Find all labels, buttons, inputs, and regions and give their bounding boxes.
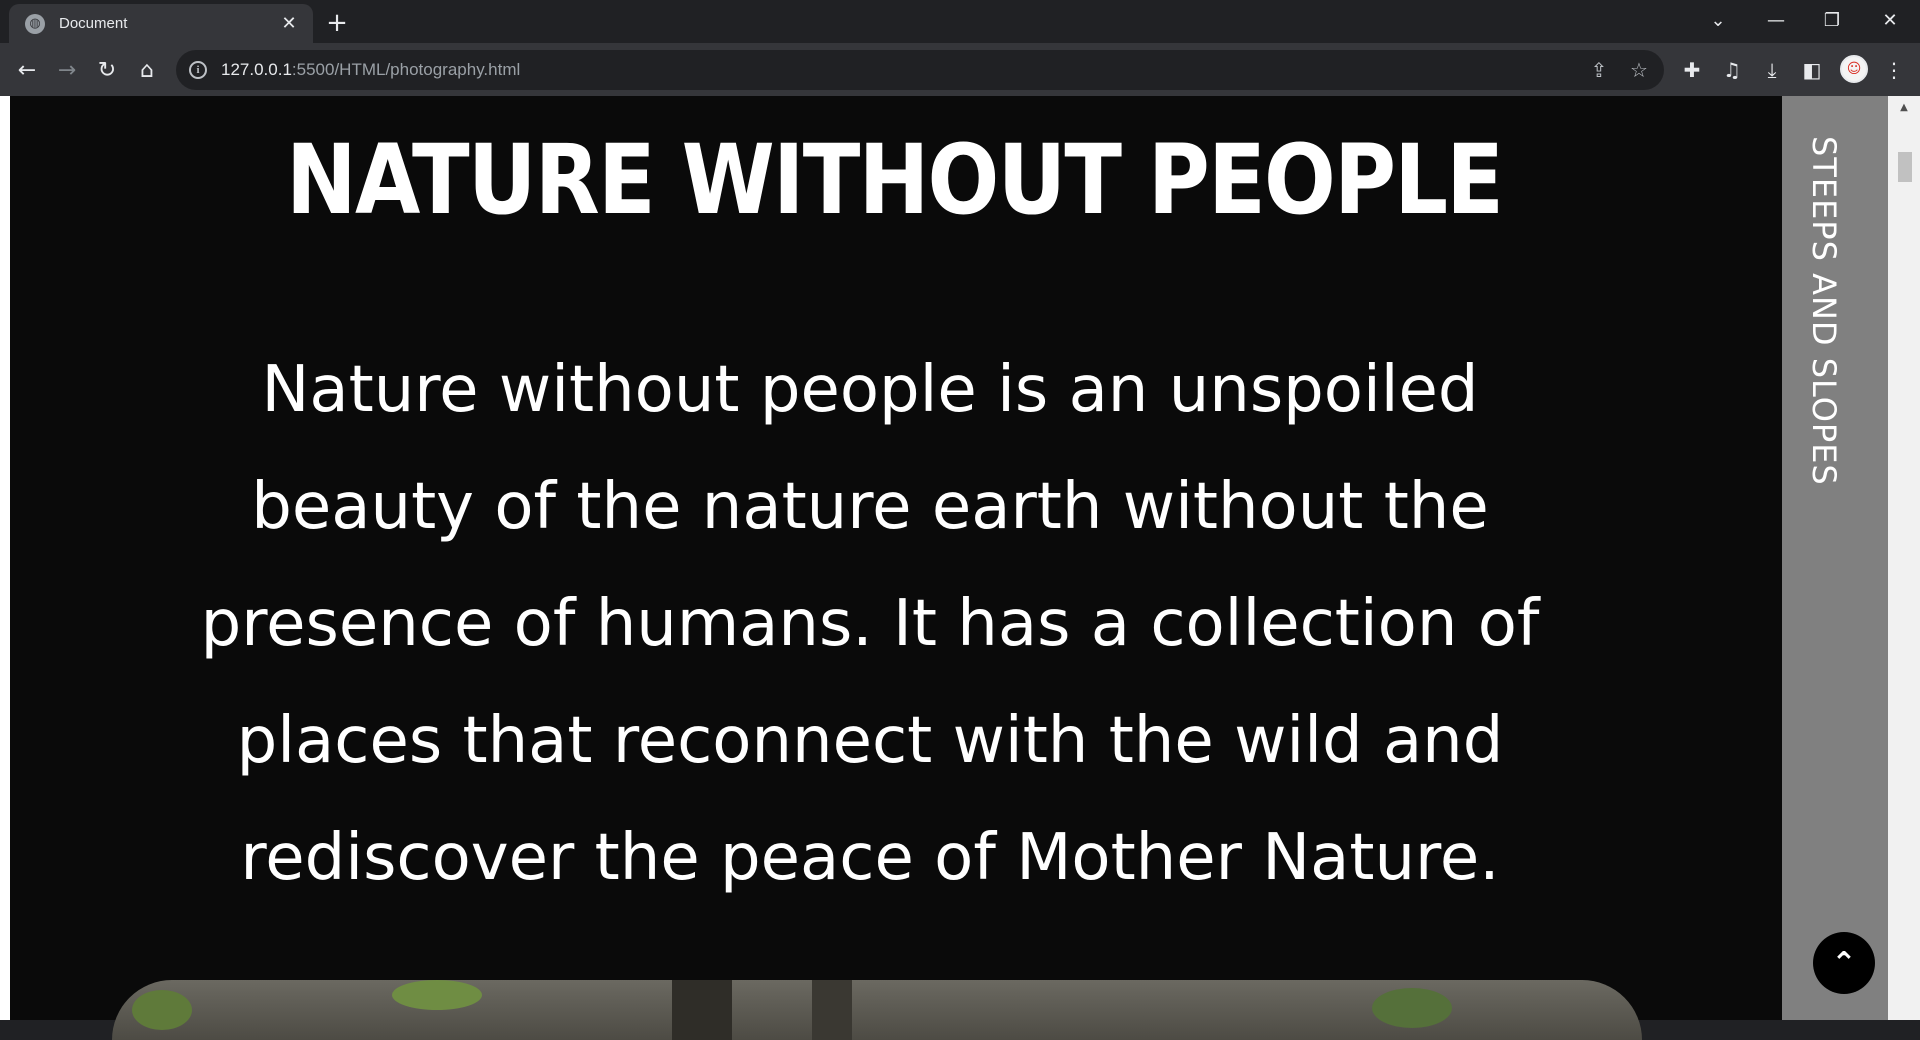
page-title: NATURE WITHOUT PEOPLE <box>286 124 1503 236</box>
chevron-down-icon[interactable]: ⌄ <box>1710 9 1726 31</box>
browser-tab[interactable] <box>9 4 313 43</box>
page-viewport <box>0 96 1920 1020</box>
restore-icon[interactable]: ❐ <box>1823 9 1841 31</box>
close-window-icon[interactable]: ✕ <box>1882 9 1898 31</box>
scroll-thumb[interactable] <box>1898 152 1912 182</box>
address-bar[interactable] <box>176 50 1664 90</box>
tab-strip <box>0 0 1920 43</box>
share-icon[interactable]: ⇪ <box>1590 58 1608 82</box>
url-text[interactable]: 127.0.0.1:5500/HTML/photography.html <box>221 60 521 79</box>
tab-title: Document <box>59 15 128 32</box>
browser-toolbar <box>0 43 1920 96</box>
scrollbar[interactable] <box>1888 96 1920 1020</box>
avatar[interactable]: ☺ <box>1840 55 1868 83</box>
forward-icon[interactable]: → <box>57 57 77 83</box>
menu-icon[interactable]: ⋮ <box>1884 58 1904 82</box>
plus-icon[interactable]: + <box>326 8 348 38</box>
chevron-up-icon: ⌃ <box>1831 945 1857 981</box>
extensions-icon[interactable]: ✚ <box>1683 58 1701 82</box>
media-icon[interactable]: ♫ <box>1723 58 1741 82</box>
info-icon[interactable]: i <box>189 61 207 79</box>
minimize-icon[interactable]: — <box>1767 9 1785 31</box>
home-icon[interactable]: ⌂ <box>140 57 154 83</box>
side-panel-icon[interactable]: ◧ <box>1802 58 1822 82</box>
intro-paragraph: Nature without people is an unspoiled beauty of the nature earth without the presence of humans. It has a collection of places that reconnect with the wild and rediscover the peace of Mother Nature. <box>200 353 1540 895</box>
scroll-to-top-button[interactable] <box>1813 932 1875 994</box>
download-icon[interactable]: ⤓ <box>1767 58 1777 82</box>
globe-icon: ◍ <box>25 14 45 34</box>
content-area <box>10 96 1782 1020</box>
side-label: STEEPS AND SLOPES <box>1805 136 1843 486</box>
star-icon[interactable]: ☆ <box>1630 58 1648 82</box>
hero-image <box>112 980 1642 1040</box>
close-icon[interactable]: ✕ <box>281 13 297 34</box>
back-icon[interactable]: ← <box>17 57 37 83</box>
scroll-up-arrow[interactable]: ▲ <box>1900 101 1908 113</box>
reload-icon[interactable]: ↻ <box>97 57 117 83</box>
